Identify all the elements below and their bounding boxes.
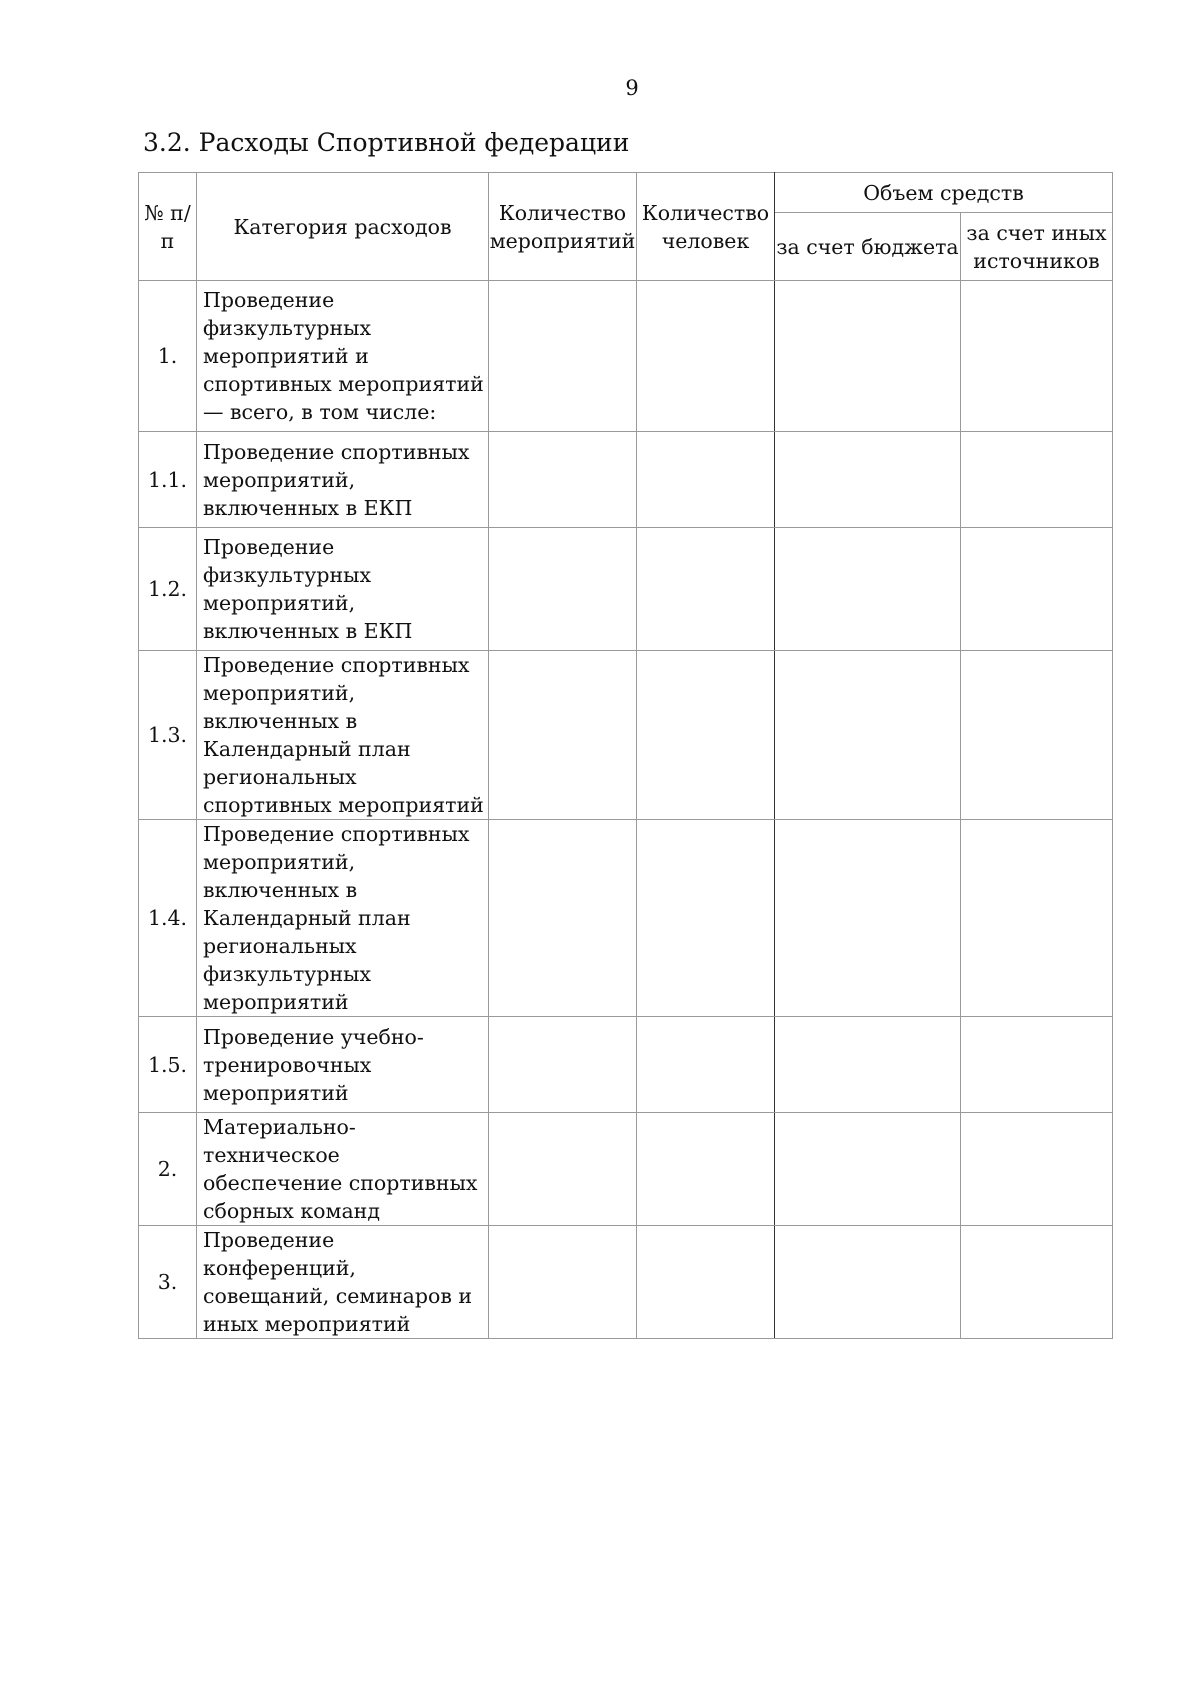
table-row	[139, 432, 1113, 528]
row-number: 1.2.	[139, 528, 197, 651]
row-number: 1.4.	[139, 820, 197, 1017]
row-number: 1.5.	[139, 1017, 197, 1113]
people-count-cell	[637, 281, 775, 432]
row-number: 3.	[139, 1226, 197, 1339]
people-count-cell	[637, 528, 775, 651]
table-row	[139, 1017, 1113, 1113]
events-count-cell	[489, 1226, 637, 1339]
row-category: Проведение спортивных мероприятий, включенных в ЕКП	[197, 432, 489, 528]
section-title: 3.2. Расходы Спортивной федерации	[143, 128, 630, 157]
row-category: Проведение конференций, совещаний, семинаров и иных мероприятий	[197, 1226, 489, 1339]
other-sources-cell	[961, 528, 1113, 651]
row-number: 1.	[139, 281, 197, 432]
people-count-cell	[637, 1226, 775, 1339]
events-count-cell	[489, 528, 637, 651]
events-count-cell	[489, 651, 637, 820]
people-count-cell	[637, 1113, 775, 1226]
budget-cell	[775, 528, 961, 651]
header-people-count: Количество человек	[637, 173, 775, 281]
row-category: Проведение спортивных мероприятий, включенных в Календарный план региональных спортивных мероприятий	[197, 651, 489, 820]
other-sources-cell	[961, 651, 1113, 820]
people-count-cell	[637, 432, 775, 528]
page-number: 9	[625, 76, 639, 100]
header-funds: Объем средств	[775, 173, 1113, 213]
budget-cell	[775, 820, 961, 1017]
row-number: 1.1.	[139, 432, 197, 528]
row-category: Проведение спортивных мероприятий, включенных в Календарный план региональных физкультурных мероприятий	[197, 820, 489, 1017]
budget-cell	[775, 1113, 961, 1226]
people-count-cell	[637, 651, 775, 820]
other-sources-cell	[961, 432, 1113, 528]
header-events-count: Количество мероприятий	[489, 173, 637, 281]
row-category: Проведение физкультурных мероприятий и спортивных мероприятий — всего, в том числе:	[197, 281, 489, 432]
table-row	[139, 281, 1113, 432]
row-category: Проведение учебно-тренировочных мероприятий	[197, 1017, 489, 1113]
table-row	[139, 1226, 1113, 1339]
row-number: 2.	[139, 1113, 197, 1226]
header-budget: за счет бюджета	[775, 213, 961, 281]
budget-cell	[775, 651, 961, 820]
header-other-sources: за счет иных источников	[961, 213, 1113, 281]
events-count-cell	[489, 1017, 637, 1113]
table-row	[139, 820, 1113, 1017]
events-count-cell	[489, 1113, 637, 1226]
budget-cell	[775, 1226, 961, 1339]
row-category: Проведение физкультурных мероприятий, включенных в ЕКП	[197, 528, 489, 651]
budget-cell	[775, 281, 961, 432]
table-row	[139, 651, 1113, 820]
other-sources-cell	[961, 1226, 1113, 1339]
expenses-table	[138, 172, 1113, 1339]
other-sources-cell	[961, 820, 1113, 1017]
other-sources-cell	[961, 1017, 1113, 1113]
table-row	[139, 528, 1113, 651]
header-category: Категория расходов	[197, 173, 489, 281]
header-num: № п/п	[139, 173, 197, 281]
other-sources-cell	[961, 281, 1113, 432]
events-count-cell	[489, 432, 637, 528]
table-row	[139, 1113, 1113, 1226]
budget-cell	[775, 432, 961, 528]
people-count-cell	[637, 1017, 775, 1113]
row-number: 1.3.	[139, 651, 197, 820]
events-count-cell	[489, 281, 637, 432]
other-sources-cell	[961, 1113, 1113, 1226]
events-count-cell	[489, 820, 637, 1017]
row-category: Материально-техническое обеспечение спортивных сборных команд	[197, 1113, 489, 1226]
people-count-cell	[637, 820, 775, 1017]
budget-cell	[775, 1017, 961, 1113]
